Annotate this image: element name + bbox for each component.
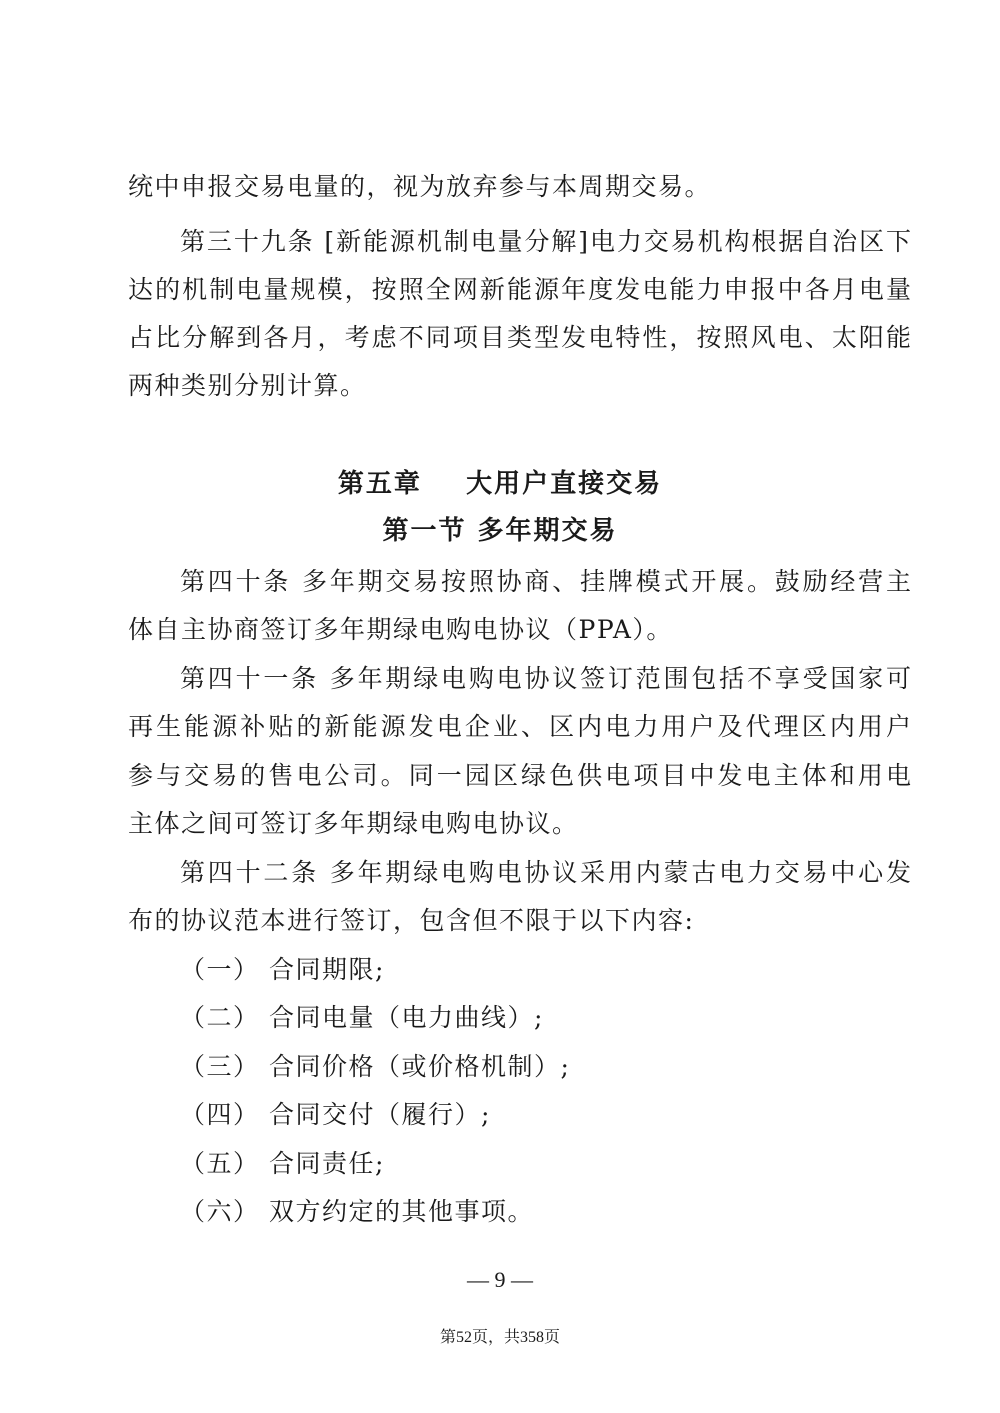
paragraph-line: 参与交易的售电公司。同一园区绿色供电项目中发电主体和用电 xyxy=(128,761,911,790)
paragraph-line: 主体之间可签订多年期绿电购电协议。 xyxy=(128,809,579,838)
section-title: 第一节 多年期交易 xyxy=(382,516,618,546)
paragraph-line: 再生能源补贴的新能源发电企业、区内电力用户及代理区内用户 xyxy=(128,712,911,741)
article-39-line: 第三十九条 [新能源机制电量分解]电力交易机构根据自治区下 xyxy=(180,227,911,256)
list-item: （三） 合同价格（或价格机制）; xyxy=(180,1052,571,1081)
list-item: （二） 合同电量（电力曲线）; xyxy=(180,1003,544,1032)
article-42-line: 第四十二条 多年期绿电购电协议采用内蒙古电力交易中心发 xyxy=(180,858,911,887)
list-item: （五） 合同责任; xyxy=(180,1149,385,1178)
list-item: （六） 双方约定的其他事项。 xyxy=(180,1197,534,1226)
paragraph-line: 布的协议范本进行签订，包含但不限于以下内容: xyxy=(128,906,695,935)
paragraph-line: 占比分解到各月，考虑不同项目类型发电特性，按照风电、太阳能 xyxy=(128,323,911,352)
paragraph-line: 统中申报交易电量的，视为放弃参与本周期交易。 xyxy=(128,172,712,201)
list-item: （四） 合同交付（履行）; xyxy=(180,1100,491,1129)
page-number: — 9 — xyxy=(467,1267,533,1292)
article-40-line: 第四十条 多年期交易按照协商、挂牌模式开展。鼓励经营主 xyxy=(180,567,911,596)
paragraph-line: 体自主协商签订多年期绿电购电协议（PPA）。 xyxy=(128,615,673,644)
chapter-title: 第五章 大用户直接交易 xyxy=(337,469,663,499)
list-item: （一） 合同期限; xyxy=(180,955,385,984)
paragraph-line: 两种类别分别计算。 xyxy=(128,371,367,400)
article-41-line: 第四十一条 多年期绿电购电协议签订范围包括不享受国家可 xyxy=(180,664,911,693)
page-footer: 第52页，共358页 xyxy=(439,1329,560,1346)
paragraph-line: 达的机制电量规模，按照全网新能源年度发电能力申报中各月电量 xyxy=(128,275,911,304)
